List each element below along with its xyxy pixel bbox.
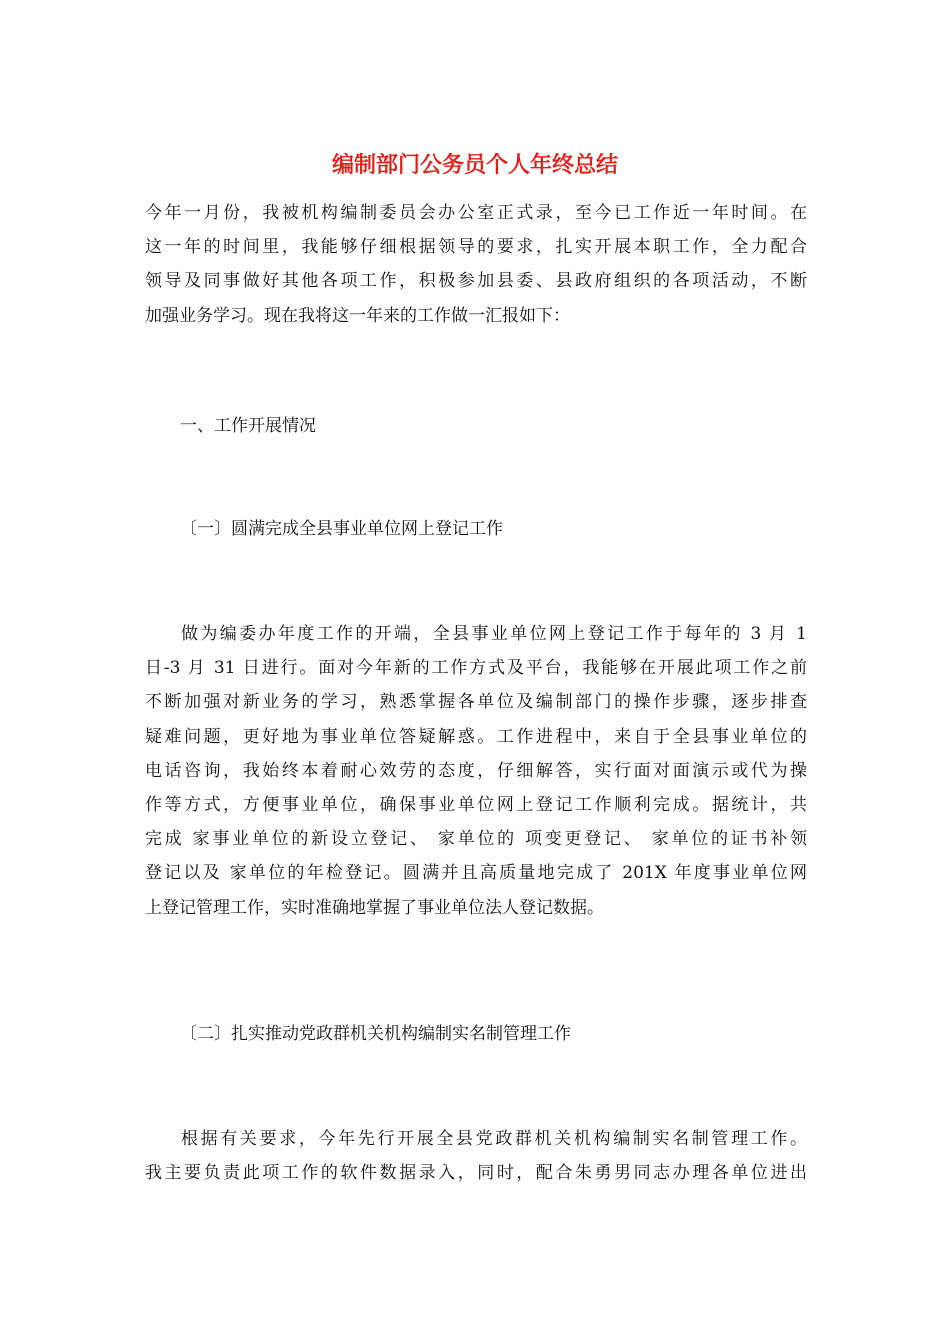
subsection-1-line-3: 不断加强对新业务的学习，熟悉掌握各单位及编制部门的操作步骤，逐步排查: [145, 692, 807, 713]
subsection-1-line-4: 疑难问题，更好地为事业单位答疑解惑。工作进程中，来自于全县事业单位的: [145, 726, 807, 747]
subsection-1-heading: 〔一〕圆满完成全县事业单位网上登记工作: [180, 519, 503, 539]
subsection-1-line-1: 做为编委办年度工作的开端，全县事业单位网上登记工作于每年的 3 月 1: [181, 624, 807, 644]
intro-line-1: 今年一月份，我被机构编制委员会办公室正式录，至今已工作近一年时间。在: [145, 203, 807, 223]
subsection-2-line-2: 我主要负责此项工作的软件数据录入，同时，配合朱勇男同志办理各单位进出: [145, 1163, 807, 1184]
subsection-2-body: [145, 1122, 807, 1190]
intro-paragraph: [145, 196, 807, 333]
document-title: 编制部门公务员个人年终总结: [331, 153, 618, 178]
subsection-1-line-5: 电话咨询，我始终本着耐心效劳的态度，仔细解答，实行面对面演示或代为操: [145, 760, 807, 781]
subsection-1-line-7: 完成 家事业单位的新设立登记、 家单位的 项变更登记、 家单位的证书补领: [145, 829, 807, 850]
subsection-2-heading: 〔二〕扎实推动党政群机关机构编制实名制管理工作: [180, 1024, 571, 1044]
intro-line-3: 领导及同事做好其他各项工作，积极参加县委、县政府组织的各项活动，不断: [145, 271, 807, 292]
subsection-2-line-1: 根据有关要求，今年先行开展全县党政群机关机构编制实名制管理工作。: [181, 1129, 807, 1149]
subsection-1-line-8: 登记以及 家单位的年检登记。圆满并且高质量地完成了 201X 年度事业单位网: [145, 863, 807, 884]
subsection-1-line-9: 上登记管理工作，实时准确地掌握了事业单位法人登记数据。: [145, 897, 604, 918]
intro-line-2: 这一年的时间里，我能够仔细根据领导的要求，扎实开展本职工作，全力配合: [145, 237, 807, 258]
intro-line-4: 加强业务学习。现在我将这一年来的工作做一汇报如下：: [145, 305, 570, 326]
subsection-1-line-6: 作等方式，方便事业单位，确保事业单位网上登记工作顺利完成。据统计，共: [145, 795, 807, 816]
subsection-1-body: [145, 617, 807, 925]
subsection-1-line-2: 日-3 月 31 日进行。面对今年新的工作方式及平台，我能够在开展此项工作之前: [145, 658, 807, 679]
section-1-heading: 一、工作开展情况: [180, 416, 316, 436]
